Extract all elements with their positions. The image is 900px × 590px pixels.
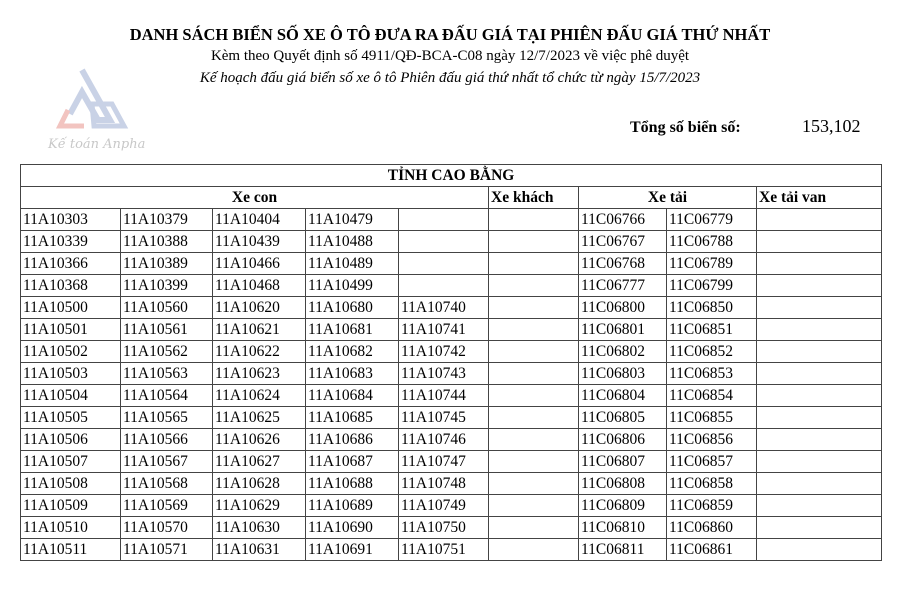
plate-cell: 11C06861 bbox=[667, 539, 757, 561]
plate-cell: 11A10690 bbox=[306, 517, 399, 539]
plate-cell: 11A10748 bbox=[399, 473, 489, 495]
table-body bbox=[21, 209, 882, 561]
plate-cell: 11C06799 bbox=[667, 275, 757, 297]
plate-cell: 11C06766 bbox=[579, 209, 667, 231]
plate-cell: 11A10488 bbox=[306, 231, 399, 253]
plate-cell: 11A10500 bbox=[21, 297, 121, 319]
plate-cell: 11A10684 bbox=[306, 385, 399, 407]
plate-cell: 11A10565 bbox=[121, 407, 213, 429]
table-row bbox=[21, 363, 882, 385]
document-title: DANH SÁCH BIỂN SỐ XE Ô TÔ ĐƯA RA ĐẤU GIÁ TẠI PHIÊN ĐẤU GIÁ THỨ NHẤT bbox=[129, 25, 771, 44]
plate-cell: 11A10740 bbox=[399, 297, 489, 319]
plate-cell: 11C06807 bbox=[579, 451, 667, 473]
plate-cell: 11A10508 bbox=[21, 473, 121, 495]
plate-cell bbox=[757, 297, 882, 319]
plate-cell: 11C06851 bbox=[667, 319, 757, 341]
plate-cell: 11C06856 bbox=[667, 429, 757, 451]
plate-cell: 11A10568 bbox=[121, 473, 213, 495]
plate-cell: 11A10688 bbox=[306, 473, 399, 495]
table-row bbox=[21, 385, 882, 407]
plate-cell: 11A10561 bbox=[121, 319, 213, 341]
total-plates-value: 153,102 bbox=[802, 116, 861, 136]
plate-cell: 11A10368 bbox=[21, 275, 121, 297]
plate-cell: 11A10571 bbox=[121, 539, 213, 561]
table-row bbox=[21, 429, 882, 451]
plate-cell bbox=[489, 473, 579, 495]
plate-cell bbox=[757, 473, 882, 495]
plate-cell bbox=[757, 517, 882, 539]
plate-cell: 11A10746 bbox=[399, 429, 489, 451]
plate-cell: 11A10567 bbox=[121, 451, 213, 473]
plate-cell: 11A10685 bbox=[306, 407, 399, 429]
plate-cell bbox=[489, 495, 579, 517]
plate-cell: 11A10504 bbox=[21, 385, 121, 407]
plate-cell: 11A10564 bbox=[121, 385, 213, 407]
group-header-xe-khach: Xe khách bbox=[489, 187, 579, 209]
plate-cell: 11A10686 bbox=[306, 429, 399, 451]
plate-cell: 11C06804 bbox=[579, 385, 667, 407]
plate-cell: 11A10681 bbox=[306, 319, 399, 341]
table-row bbox=[21, 231, 882, 253]
plate-cell bbox=[757, 539, 882, 561]
plate-cell: 11A10389 bbox=[121, 253, 213, 275]
watermark-logo-icon bbox=[40, 62, 150, 157]
plate-cell: 11A10749 bbox=[399, 495, 489, 517]
table-row bbox=[21, 275, 882, 297]
group-header-xe-tai: Xe tải bbox=[579, 187, 757, 209]
plate-cell bbox=[757, 451, 882, 473]
plate-cell bbox=[757, 363, 882, 385]
plate-cell: 11C06805 bbox=[579, 407, 667, 429]
plate-cell: 11A10630 bbox=[213, 517, 306, 539]
svg-text:Kế toán Anpha: Kế toán Anpha bbox=[48, 137, 146, 152]
plate-cell: 11C06768 bbox=[579, 253, 667, 275]
plate-cell bbox=[757, 253, 882, 275]
plate-cell: 11A10560 bbox=[121, 297, 213, 319]
plate-cell: 11C06854 bbox=[667, 385, 757, 407]
plate-cell bbox=[489, 253, 579, 275]
plate-cell: 11C06767 bbox=[579, 231, 667, 253]
plate-cell: 11A10682 bbox=[306, 341, 399, 363]
table-row bbox=[21, 319, 882, 341]
plate-cell bbox=[489, 363, 579, 385]
plate-cell: 11A10366 bbox=[21, 253, 121, 275]
plate-cell bbox=[757, 341, 882, 363]
plate-cell: 11A10303 bbox=[21, 209, 121, 231]
plate-cell: 11C06788 bbox=[667, 231, 757, 253]
plate-cell: 11A10509 bbox=[21, 495, 121, 517]
plate-cell: 11C06809 bbox=[579, 495, 667, 517]
table-row bbox=[21, 209, 882, 231]
table-row bbox=[21, 451, 882, 473]
group-header-xe-tai-van: Xe tải van bbox=[757, 187, 882, 209]
plate-cell: 11C06802 bbox=[579, 341, 667, 363]
plate-cell: 11C06789 bbox=[667, 253, 757, 275]
plate-cell: 11A10468 bbox=[213, 275, 306, 297]
table-row bbox=[21, 539, 882, 561]
plate-cell: 11C06801 bbox=[579, 319, 667, 341]
plate-cell bbox=[757, 407, 882, 429]
plate-cell: 11A10439 bbox=[213, 231, 306, 253]
plate-cell bbox=[489, 385, 579, 407]
plate-cell: 11A10507 bbox=[21, 451, 121, 473]
plate-cell: 11A10745 bbox=[399, 407, 489, 429]
table-row bbox=[21, 473, 882, 495]
plate-cell bbox=[757, 429, 882, 451]
plate-cell bbox=[489, 341, 579, 363]
plate-cell: 11A10751 bbox=[399, 539, 489, 561]
plate-cell: 11A10379 bbox=[121, 209, 213, 231]
plate-cell: 11A10626 bbox=[213, 429, 306, 451]
plate-cell: 11A10627 bbox=[213, 451, 306, 473]
plate-cell: 11A10502 bbox=[21, 341, 121, 363]
plate-cell: 11A10506 bbox=[21, 429, 121, 451]
plate-cell bbox=[399, 275, 489, 297]
plate-cell: 11A10691 bbox=[306, 539, 399, 561]
plate-cell: 11A10479 bbox=[306, 209, 399, 231]
plate-cell bbox=[757, 275, 882, 297]
plate-cell bbox=[757, 495, 882, 517]
province-header: TỈNH CAO BẰNG bbox=[21, 165, 882, 187]
plate-cell: 11A10466 bbox=[213, 253, 306, 275]
plate-cell bbox=[489, 539, 579, 561]
plate-cell: 11C06800 bbox=[579, 297, 667, 319]
plate-cell: 11C06859 bbox=[667, 495, 757, 517]
total-plates-label: Tổng số biển số: bbox=[630, 119, 741, 136]
plate-cell: 11A10511 bbox=[21, 539, 121, 561]
plate-cell: 11A10501 bbox=[21, 319, 121, 341]
plate-cell bbox=[489, 407, 579, 429]
table-row bbox=[21, 297, 882, 319]
plate-cell: 11A10499 bbox=[306, 275, 399, 297]
plate-cell: 11C06808 bbox=[579, 473, 667, 495]
plate-cell: 11C06806 bbox=[579, 429, 667, 451]
plate-cell bbox=[399, 231, 489, 253]
plate-cell: 11A10505 bbox=[21, 407, 121, 429]
table-row bbox=[21, 517, 882, 539]
plate-cell: 11A10680 bbox=[306, 297, 399, 319]
plate-cell: 11C06855 bbox=[667, 407, 757, 429]
plate-cell: 11A10622 bbox=[213, 341, 306, 363]
plate-cell bbox=[489, 429, 579, 451]
plate-cell bbox=[489, 231, 579, 253]
plate-cell: 11A10742 bbox=[399, 341, 489, 363]
plate-cell bbox=[489, 209, 579, 231]
plate-cell: 11A10750 bbox=[399, 517, 489, 539]
table-row bbox=[21, 341, 882, 363]
plate-cell: 11A10621 bbox=[213, 319, 306, 341]
plate-cell: 11C06810 bbox=[579, 517, 667, 539]
plate-cell: 11A10503 bbox=[21, 363, 121, 385]
plate-cell bbox=[489, 451, 579, 473]
plate-cell: 11A10620 bbox=[213, 297, 306, 319]
table-row bbox=[21, 407, 882, 429]
plate-cell: 11A10569 bbox=[121, 495, 213, 517]
plate-cell: 11A10388 bbox=[121, 231, 213, 253]
plate-cell: 11A10566 bbox=[121, 429, 213, 451]
plate-cell bbox=[757, 231, 882, 253]
plate-cell: 11A10625 bbox=[213, 407, 306, 429]
plate-cell: 11A10489 bbox=[306, 253, 399, 275]
group-header-xe-con: Xe con bbox=[21, 187, 489, 209]
plate-cell bbox=[489, 517, 579, 539]
plate-cell: 11C06811 bbox=[579, 539, 667, 561]
document-subtitle-plan: Kế hoạch đấu giá biển số xe ô tô Phiên đấu giá thứ nhất tổ chức từ ngày 15/7/2023 bbox=[199, 70, 701, 86]
plate-cell bbox=[399, 253, 489, 275]
plate-cell: 11A10744 bbox=[399, 385, 489, 407]
plate-cell: 11A10689 bbox=[306, 495, 399, 517]
plate-cell bbox=[757, 319, 882, 341]
table-row bbox=[21, 253, 882, 275]
plate-cell: 11A10624 bbox=[213, 385, 306, 407]
plate-cell: 11C06858 bbox=[667, 473, 757, 495]
plate-cell: 11A10631 bbox=[213, 539, 306, 561]
plate-cell: 11C06803 bbox=[579, 363, 667, 385]
plate-cell: 11C06777 bbox=[579, 275, 667, 297]
plate-cell: 11A10404 bbox=[213, 209, 306, 231]
plate-cell: 11A10743 bbox=[399, 363, 489, 385]
plate-cell: 11A10399 bbox=[121, 275, 213, 297]
plate-cell: 11A10687 bbox=[306, 451, 399, 473]
plate-cell: 11A10562 bbox=[121, 341, 213, 363]
plate-cell: 11C06857 bbox=[667, 451, 757, 473]
plate-cell bbox=[489, 297, 579, 319]
plate-cell: 11A10628 bbox=[213, 473, 306, 495]
document-subtitle-decision: Kèm theo Quyết định số 4911/QĐ-BCA-C08 ngày 12/7/2023 về việc phê duyệt bbox=[210, 48, 690, 64]
plate-cell: 11A10629 bbox=[213, 495, 306, 517]
plate-cell bbox=[399, 209, 489, 231]
plate-cell: 11A10339 bbox=[21, 231, 121, 253]
license-plate-table bbox=[20, 164, 882, 561]
plate-cell: 11A10510 bbox=[21, 517, 121, 539]
plate-cell: 11C06852 bbox=[667, 341, 757, 363]
plate-cell: 11C06853 bbox=[667, 363, 757, 385]
plate-cell: 11C06860 bbox=[667, 517, 757, 539]
plate-cell: 11C06779 bbox=[667, 209, 757, 231]
plate-cell bbox=[489, 275, 579, 297]
plate-cell: 11C06850 bbox=[667, 297, 757, 319]
plate-cell: 11A10683 bbox=[306, 363, 399, 385]
plate-cell: 11A10570 bbox=[121, 517, 213, 539]
plate-cell: 11A10747 bbox=[399, 451, 489, 473]
plate-cell: 11A10563 bbox=[121, 363, 213, 385]
plate-cell: 11A10623 bbox=[213, 363, 306, 385]
table-row bbox=[21, 495, 882, 517]
plate-cell bbox=[757, 209, 882, 231]
plate-cell: 11A10741 bbox=[399, 319, 489, 341]
plate-cell bbox=[489, 319, 579, 341]
plate-cell bbox=[757, 385, 882, 407]
